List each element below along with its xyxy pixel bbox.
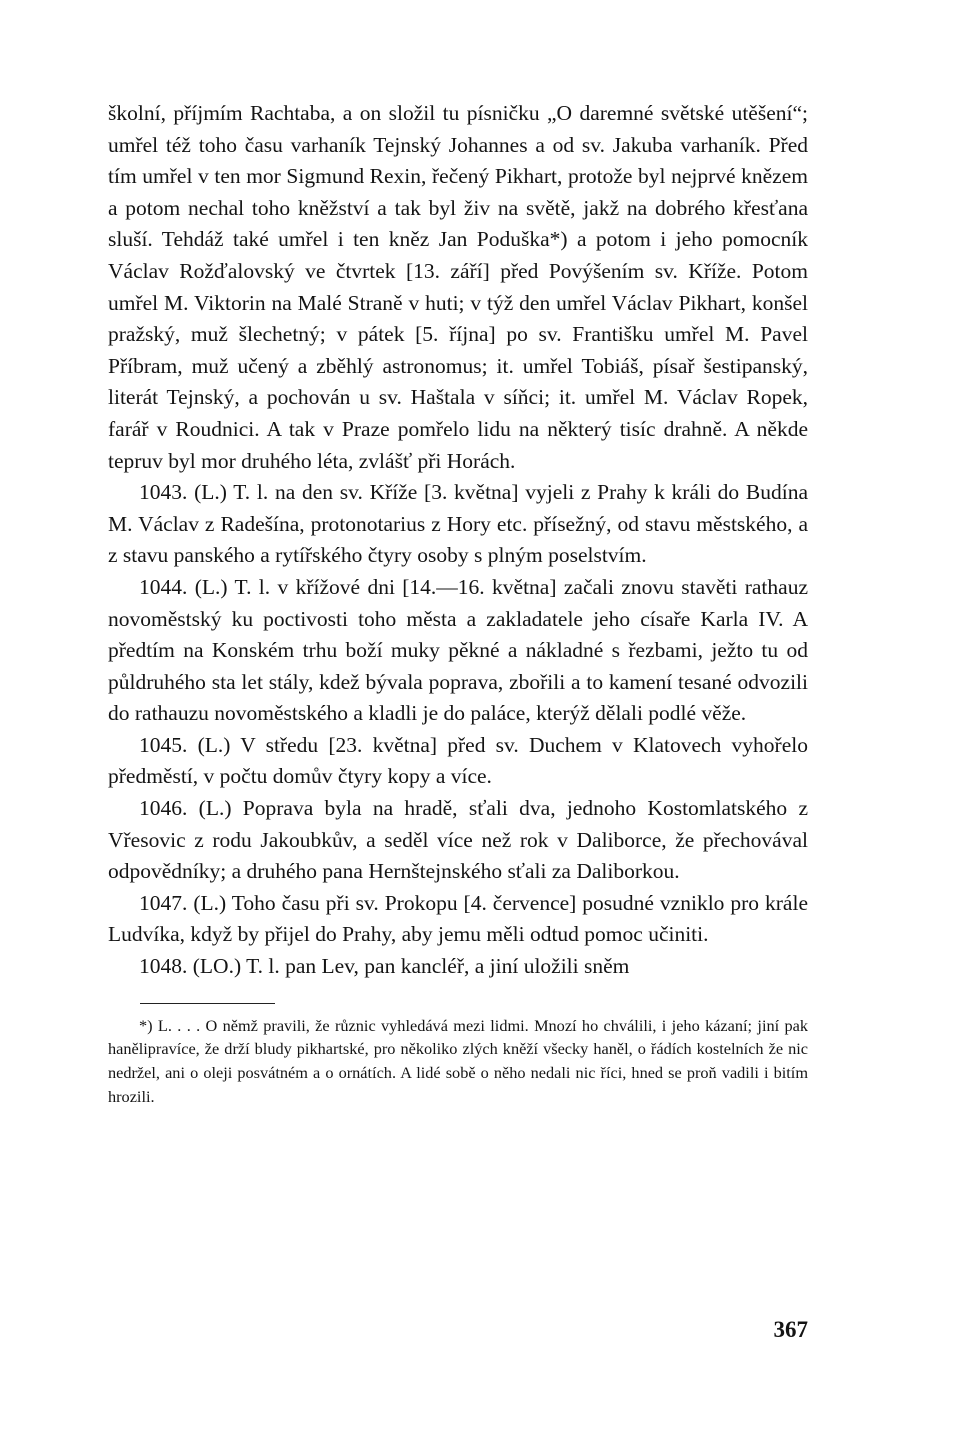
page-number: 367 [773, 1317, 808, 1342]
entry-1048: 1048. (LO.) T. l. pan Lev, pan kancléř, a jiní uložili sněm [139, 954, 630, 979]
paragraph-continuation: školní, příjmím Rachtaba, a on složil tu písničku „O daremné světské utěšení“; umřel též toho času varhaník Tejnský Johannes a od sv. Jakuba varhaník. Před tím umřel v ten mor Sigmund Rexin, řečený Pikhart, protože byl nejprvé knězem a potom nechal toho kněžství a tak byl živ na světě, jakž na dobrého křesťana sluší. Tehdáž také umřel i ten kněz Jan Poduška*) a potom i jeho pomocník Václav Rožďalovský ve čtvrtek [13. září] před Povýšením sv. Kříže. Potom umřel M. Viktorin na Malé Straně v huti; v týž den umřel Václav Pikhart, konšel pražský, muž šlechetný; v pátek [5. října] po sv. Františku umřel M. Pavel Příbram, muž učený a zběhlý astronomus; it. umřel Tobiáš, písař šestipanský, literát Tejnský, a pochován u sv. Haštala v síňci; it. umřel M. Václav Ropek, farář v Roudnici. A tak v Praze pomřelo lidu na některý tisíc drahně. A někde tepruv byl mor druhého léta, zvlášť při Horách. [108, 101, 808, 473]
footnote: *) L. . . . O němž pravili, že různic vyhledává mezi lidmi. Mnozí ho chválili, i jeho kázaní; jiní pak hanělipravíce, že drží bludy pikhartské, pro několiko zlých kněží všecky haněl, o řádích kostelních že nic nedržel, ani o oleji posvátném a o ornátích. A lidé sobě o něho nedali nic říci, hned se proň vadili i bitím hrozili. [108, 1015, 808, 1106]
entry-1047: 1047. (L.) Toho času při sv. Prokopu [4. července] posudné vzniklo pro krále Ludvíka, když by přijel do Prahy, aby jemu měli odtud pomoc učiniti. [108, 890, 808, 947]
entry-1046: 1046. (L.) Poprava byla na hradě, sťali dva, jednoho Kostomlatského z Vřesovic z rodu Jakoubkův, a seděl více než rok v Daliborce, že přechovával odpovědníky; a druhého pana Hernštejnského sťali za Daliborkou. [108, 796, 808, 884]
entry-1044: 1044. (L.) T. l. v křížové dni [14.—16. května] začali znovu stavěti rathauz novoměstský ku poctivosti toho města a zakladatele jeho císaře Karla IV. A předtím na Konském trhu boží muky pěkné a nákladné s řezbami, ježto tu od půldruhého sta let stály, kdež bývala poprava, zbořili a to kamení tesané odvozili do rathauzu novoměstského a kladli je do paláce, kterýž dělali podlé věže. [108, 574, 808, 726]
page-content [108, 98, 808, 1125]
footnote-divider [140, 1003, 275, 1004]
entry-1043: 1043. (L.) T. l. na den sv. Kříže [3. května] vyjeli z Prahy k králi do Budína M. Václav z Radešína, protonotarius z Hory etc. přísežný, od stavu městského, a z stavu panského a rytířského čtyry osoby s plným poselstvím. [108, 480, 808, 568]
entry-1045: 1045. (L.) V středu [23. května] před sv. Duchem v Klatovech vyhořelo předměstí, v počtu domův čtyry kopy a více. [108, 732, 808, 789]
body-text [108, 98, 808, 983]
